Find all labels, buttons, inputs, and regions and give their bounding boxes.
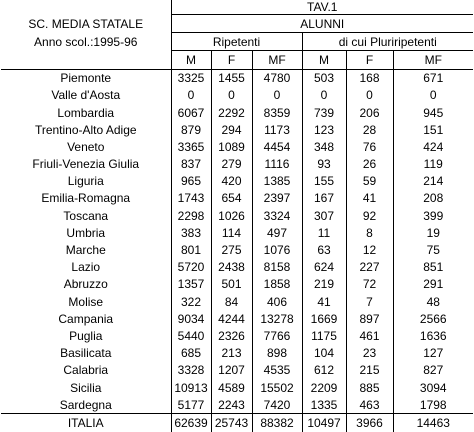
ripetenti-header: Ripetenti: [171, 33, 302, 51]
region-name: Sardegna: [1, 396, 171, 414]
value-cell: 23: [346, 345, 393, 362]
value-cell: 4244: [211, 310, 252, 327]
value-cell: 206: [346, 104, 393, 121]
region-name: Molise: [1, 293, 171, 310]
table-row: [1, 396, 473, 414]
value-cell: 5440: [171, 327, 211, 344]
value-cell: 2397: [252, 190, 302, 207]
value-cell: 13278: [252, 310, 302, 327]
value-cell: 9034: [171, 310, 211, 327]
value-cell: 1798: [393, 396, 473, 414]
pluriripetenti-header: di cui Pluriripetenti: [302, 33, 473, 51]
value-cell: 898: [252, 345, 302, 362]
value-cell: 275: [211, 241, 252, 258]
region-name: Emilia-Romagna: [1, 190, 171, 207]
table-row: [1, 379, 473, 396]
col-header: M: [171, 51, 211, 69]
value-cell: 1116: [252, 156, 302, 173]
value-cell: 2298: [171, 207, 211, 224]
value-cell: 15502: [252, 379, 302, 396]
value-cell: 406: [252, 293, 302, 310]
value-cell: 48: [426, 294, 440, 309]
value-cell: 75: [426, 243, 440, 258]
table-row: [1, 241, 473, 258]
region-name: Trentino-Alto Adige: [1, 121, 171, 138]
value-cell: 837: [171, 156, 211, 173]
region-name: Lombardia: [1, 104, 171, 121]
value-cell: 2243: [211, 396, 252, 414]
value-cell: 62639: [171, 414, 211, 432]
value-cell: 612: [302, 362, 346, 379]
value-cell: 307: [302, 207, 346, 224]
col-header: F: [211, 51, 252, 69]
value-cell: 167: [302, 190, 346, 207]
value-cell: 10913: [171, 379, 211, 396]
table-row: [1, 87, 473, 104]
value-cell: 84: [211, 293, 252, 310]
value-cell: 41: [302, 293, 346, 310]
value-cell: 12: [346, 241, 393, 258]
value-cell: 5177: [171, 396, 211, 414]
value-cell: 76: [346, 138, 393, 155]
value-cell: 879: [171, 121, 211, 138]
value-cell: 88382: [252, 414, 302, 432]
table-number: TAV.1: [171, 0, 473, 15]
value-cell: 119: [423, 157, 443, 172]
value-cell: 7420: [252, 396, 302, 414]
table-row: [1, 327, 473, 344]
value-cell: 41: [346, 190, 393, 207]
value-cell: 739: [302, 104, 346, 121]
value-cell: 26: [346, 156, 393, 173]
table-row: [1, 207, 473, 224]
value-cell: 8158: [252, 259, 302, 276]
table-row: [1, 345, 473, 362]
region-name: Puglia: [1, 327, 171, 344]
value-cell: 399: [423, 208, 444, 223]
value-cell: 3328: [171, 362, 211, 379]
value-cell: 685: [171, 345, 211, 362]
value-cell: 1669: [302, 310, 346, 327]
value-cell: 654: [211, 190, 252, 207]
value-cell: 127: [423, 346, 444, 361]
value-cell: 59: [346, 173, 393, 190]
value-cell: 214: [423, 174, 444, 189]
value-cell: 4454: [252, 138, 302, 155]
value-cell: 4535: [252, 362, 302, 379]
data-table: [1, 0, 473, 432]
value-cell: 897: [346, 310, 393, 327]
value-cell: 279: [211, 156, 252, 173]
value-cell: 348: [302, 138, 346, 155]
value-cell: 497: [252, 224, 302, 241]
value-cell: 1357: [171, 276, 211, 293]
table-row: [1, 276, 473, 293]
region-name: Toscana: [1, 207, 171, 224]
value-cell: 1858: [252, 276, 302, 293]
col-header: MF: [252, 51, 302, 69]
value-cell: 1335: [302, 396, 346, 414]
region-name: ITALIA: [1, 414, 171, 432]
table-title: SC. MEDIA STATALE: [1, 15, 171, 33]
value-cell: 671: [423, 71, 444, 86]
value-cell: 2292: [211, 104, 252, 121]
value-cell: 215: [346, 362, 393, 379]
region-name: Sicilia: [1, 379, 171, 396]
region-name: Campania: [1, 310, 171, 327]
value-cell: 25743: [211, 414, 252, 432]
value-cell: 624: [302, 259, 346, 276]
value-cell: 4780: [252, 69, 302, 87]
value-cell: 168: [346, 69, 393, 87]
value-cell: 461: [346, 327, 393, 344]
region-name: Calabria: [1, 362, 171, 379]
value-cell: 1636: [419, 328, 447, 343]
value-cell: 114: [211, 224, 252, 241]
value-cell: 851: [423, 260, 444, 275]
value-cell: 0: [302, 87, 346, 104]
region-name: Friuli-Venezia Giulia: [1, 156, 171, 173]
table-row: [1, 138, 473, 155]
value-cell: 3365: [171, 138, 211, 155]
region-name: Marche: [1, 241, 171, 258]
col-header: MF: [393, 51, 473, 69]
value-cell: 1175: [302, 327, 346, 344]
table-row: [1, 173, 473, 190]
value-cell: 463: [346, 396, 393, 414]
value-cell: 19: [426, 225, 440, 240]
value-cell: 2438: [211, 259, 252, 276]
value-cell: 104: [302, 345, 346, 362]
value-cell: 0: [346, 87, 393, 104]
value-cell: 294: [211, 121, 252, 138]
value-cell: 10497: [302, 414, 346, 432]
value-cell: 501: [211, 276, 252, 293]
value-cell: 5720: [171, 259, 211, 276]
table-row: [1, 224, 473, 241]
value-cell: 92: [346, 207, 393, 224]
alunni-header: ALUNNI: [171, 15, 473, 33]
value-cell: 7: [346, 293, 393, 310]
value-cell: 8359: [252, 104, 302, 121]
value-cell: 155: [302, 173, 346, 190]
value-cell: 0: [211, 87, 252, 104]
value-cell: 827: [423, 363, 444, 378]
blank-cell: [1, 51, 171, 69]
value-cell: 28: [346, 121, 393, 138]
value-cell: 1076: [252, 241, 302, 258]
col-header: M: [302, 51, 346, 69]
value-cell: 420: [211, 173, 252, 190]
region-name: Umbria: [1, 224, 171, 241]
value-cell: 7766: [252, 327, 302, 344]
value-cell: 208: [423, 191, 444, 206]
value-cell: 2209: [302, 379, 346, 396]
value-cell: 0: [252, 87, 302, 104]
value-cell: 63: [302, 241, 346, 258]
value-cell: 227: [346, 259, 393, 276]
region-name: Abruzzo: [1, 276, 171, 293]
value-cell: 123: [302, 121, 346, 138]
value-cell: 801: [171, 241, 211, 258]
value-cell: 885: [346, 379, 393, 396]
table-row: [1, 190, 473, 207]
value-cell: 4589: [211, 379, 252, 396]
value-cell: 213: [211, 345, 252, 362]
value-cell: 14463: [393, 414, 473, 432]
region-name: Liguria: [1, 173, 171, 190]
col-header: F: [346, 51, 393, 69]
value-cell: 1173: [252, 121, 302, 138]
table-row: [1, 121, 473, 138]
region-name: Valle d'Aosta: [1, 87, 171, 104]
value-cell: 93: [302, 156, 346, 173]
region-name: Veneto: [1, 138, 171, 155]
value-cell: 72: [346, 276, 393, 293]
value-cell: 383: [171, 224, 211, 241]
value-cell: 945: [423, 105, 444, 120]
value-cell: 3324: [252, 207, 302, 224]
value-cell: 0: [429, 88, 437, 103]
value-cell: 965: [171, 173, 211, 190]
region-name: Basilicata: [1, 345, 171, 362]
table-row: [1, 69, 473, 87]
value-cell: 219: [302, 276, 346, 293]
value-cell: 1455: [211, 69, 252, 87]
value-cell: 3325: [171, 69, 211, 87]
blank-cell: [1, 0, 171, 15]
value-cell: 503: [302, 69, 346, 87]
value-cell: 1743: [171, 190, 211, 207]
value-cell: 3966: [346, 414, 393, 432]
table-row: [1, 310, 473, 327]
table-row: [1, 156, 473, 173]
value-cell: 1385: [252, 173, 302, 190]
value-cell: 6067: [171, 104, 211, 121]
value-cell: 291: [423, 277, 444, 292]
value-cell: 151: [423, 122, 444, 137]
value-cell: 3094: [419, 380, 447, 395]
value-cell: 1207: [211, 362, 252, 379]
value-cell: 424: [423, 139, 444, 154]
region-name: Piemonte: [1, 69, 171, 87]
value-cell: 2326: [211, 327, 252, 344]
value-cell: 11: [302, 224, 346, 241]
table-row: [1, 259, 473, 276]
value-cell: 2566: [419, 311, 447, 326]
region-name: Lazio: [1, 259, 171, 276]
value-cell: 1026: [211, 207, 252, 224]
value-cell: 1089: [211, 138, 252, 155]
value-cell: 0: [171, 87, 211, 104]
value-cell: 8: [346, 224, 393, 241]
table-row: [1, 362, 473, 379]
table-row: [1, 293, 473, 310]
school-year: Anno scol.:1995-96: [1, 33, 171, 51]
table-row: [1, 104, 473, 121]
value-cell: 322: [171, 293, 211, 310]
total-row: [1, 414, 473, 432]
